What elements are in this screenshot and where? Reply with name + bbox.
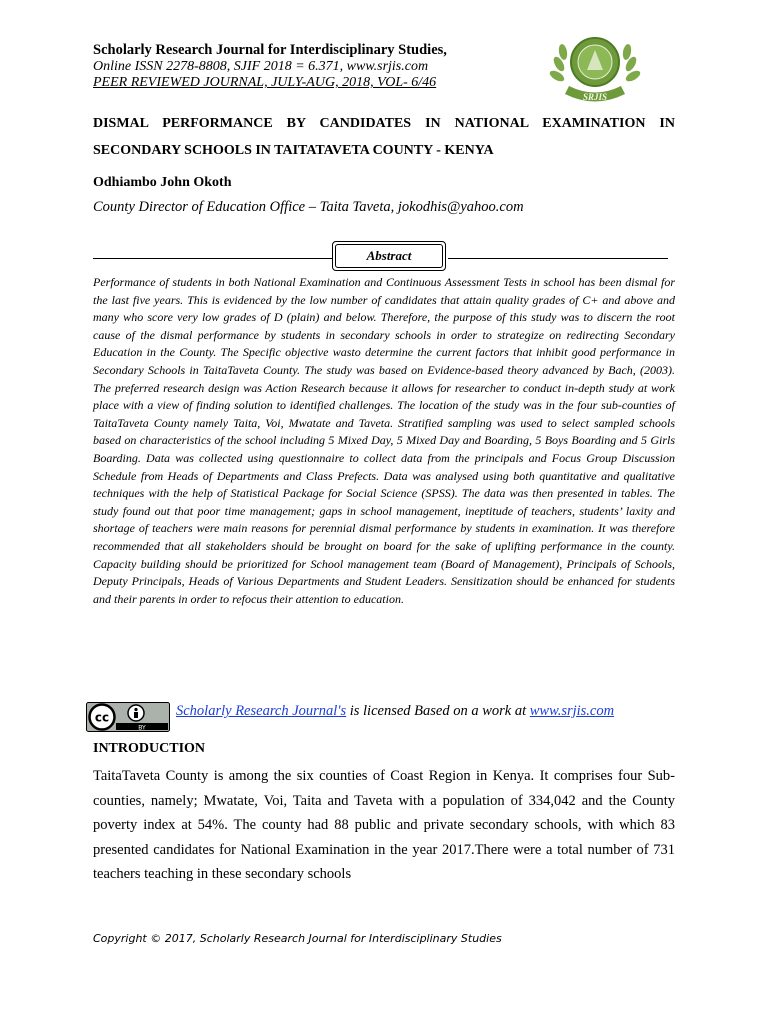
abstract-rule-left (93, 258, 333, 259)
srjis-website-link[interactable]: www.srjis.com (529, 703, 615, 719)
license-line (176, 703, 614, 720)
introduction-text: TaitaTaveta County is among the six counties of Coast Region in Kenya. It comprises four Sub-counties, namely; Mwatate, Voi, Taita and Taveta with a population of 334,042 and the County poverty index at 54%. The county had 88 public and private secondary schools, with which 83 presented candidates for National Examination in the year 2017.There were a total number of 731 teachers teaching in these secondary schools (93, 768, 675, 882)
svg-text:SRJIS: SRJIS (582, 92, 608, 102)
journal-link[interactable]: Scholarly Research Journal's (176, 703, 347, 719)
svg-text:BY: BY (138, 724, 146, 732)
introduction-heading: INTRODUCTION (93, 741, 206, 756)
author-name: Odhiambo John Okoth (93, 175, 232, 190)
abstract-heading-box (332, 241, 446, 271)
journal-issn-line: Online ISSN 2278-8808, SJIF 2018 = 6.371, www.srjis.com (93, 59, 429, 74)
abstract-rule-right (448, 258, 668, 259)
title-line-1: DISMAL PERFORMANCE BY CANDIDATES IN NATIONAL EXAMINATION IN (93, 116, 675, 131)
author-affiliation: County Director of Education Office – Taita Taveta, jokodhis@yahoo.com (93, 199, 524, 215)
abstract-heading: Abstract (335, 244, 443, 268)
license-text: is licensed Based on a work at (346, 703, 530, 719)
copyright-footer: Copyright © 2017, Scholarly Research Journal for Interdisciplinary Studies (93, 932, 502, 945)
journal-name: Scholarly Research Journal for Interdisciplinary Studies, (93, 42, 447, 58)
journal-peer-line: PEER REVIEWED JOURNAL, JULY-AUG, 2018, VOL- 6/46 (93, 75, 437, 90)
creative-commons-by-icon (86, 702, 170, 732)
title-line-2: SECONDARY SCHOOLS IN TAITATAVETA COUNTY - KENYA (93, 143, 494, 158)
svg-text:cc: cc (94, 710, 110, 725)
abstract-text: Performance of students in both National Examination and Continuous Assessment Tests in school has been dismal for the last five years. This is evidenced by the low number of candidates that attain quality grades of C+ and above and many who score very low grades of D (plain) and below. Therefore, the purpose of this study was to discern the root cause of the dismal performance by students in secondary schools in order to strategize on redirecting Secondary Education in the County. The Specific objective wasto determine the current factors that inhibit good performance in Secondary Schools in TaitaTaveta County. The study was based on Evidence-based theory advanced by Bach, (2003). The preferred research design was Action Research because it allows for researcher to conduct in-depth study at work place with a view of finding solution to identified challenges. The location of the study was in the four sub-counties of TaitaTaveta County namely Taita, Voi, Mwatate and Taveta. Stratified sampling was used to select sampled schools based on characteristics of the school including 5 Mixed Day, 5 Mixed Day and Boarding, 5 Boys Boarding and 5 Girls Boarding. Data was collected using questionnaire to collect data from the principals and Focus Group Discussion Schedule from Heads of Departments and Class Prefects. Data was analysed using both quantitative and qualitative techniques with the help of Statistical Package for Social Science (SPSS). The data was then presented in tables. The study found out that poor time management; gaps in school management, ineptitude of teachers, students’ laxity and shortage of teachers were main reasons for perennial dismal performance by students in examination. It was therefore recommended that all stakeholders should be brought on board for the sake of uplifting performance in the county. Capacity building should be prioritized for School management team (Board of Management), Principals of Schools, Deputy Principals, Heads of Various Departments and Student Leaders. Sensitization should be enhanced for students and their parents in order to refocus their attention to education. (93, 275, 675, 606)
paper-title (93, 110, 675, 164)
srjis-logo-icon (549, 34, 641, 106)
journal-header (93, 42, 553, 91)
